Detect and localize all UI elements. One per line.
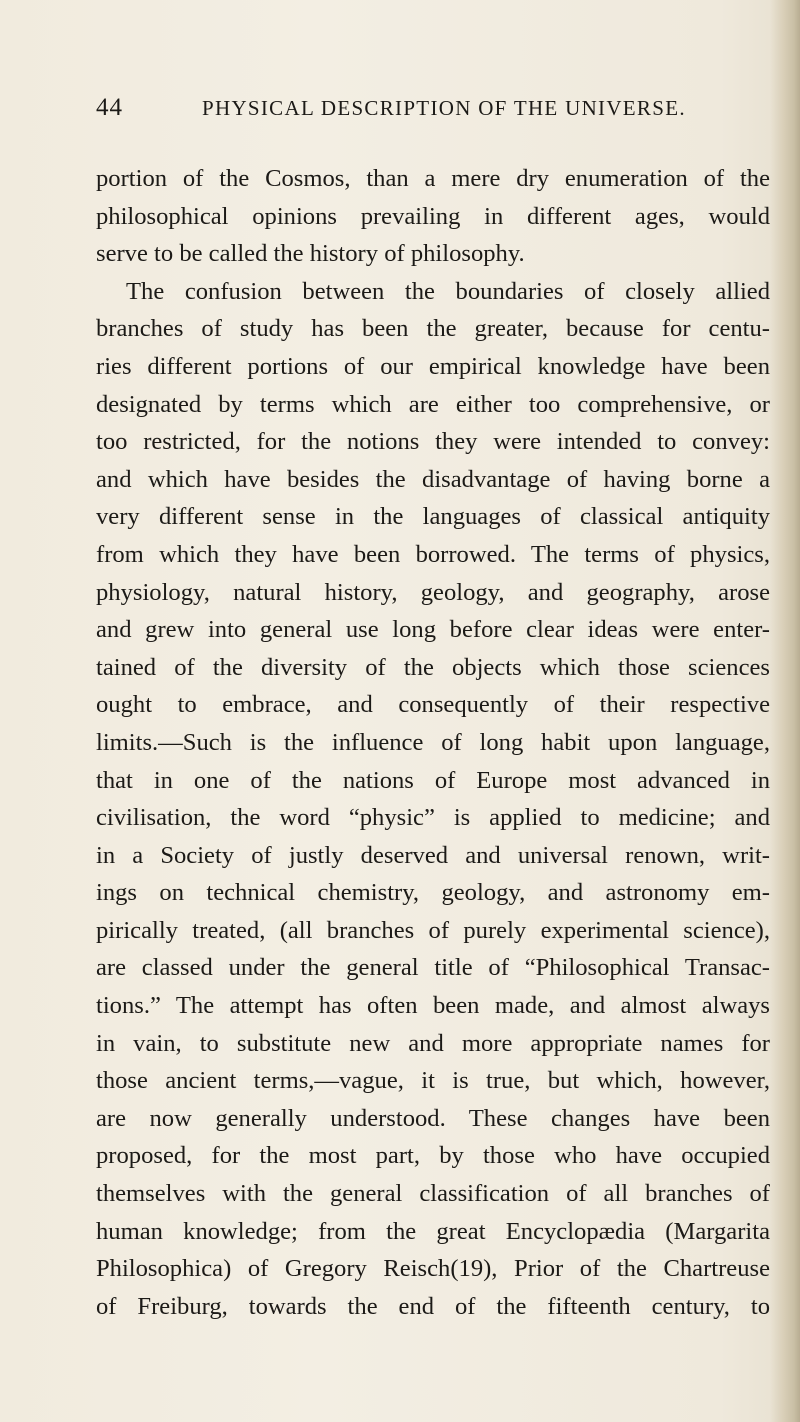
text-line: Philosophica) of Gregory Reisch(19), Prior of the Chartreuse xyxy=(96,1255,770,1283)
text-line: themselves with the general classification of all branches of xyxy=(96,1180,770,1208)
text-line: those ancient terms,—vague, it is true, but which, however, xyxy=(96,1067,770,1095)
text-line: and grew into general use long before clear ideas were enter- xyxy=(96,616,770,644)
text-line: proposed, for the most part, by those who have occupied xyxy=(96,1142,770,1170)
page-number: 44 xyxy=(96,94,123,121)
text-line: The confusion between the boundaries of closely allied xyxy=(126,277,770,305)
running-head: PHYSICAL DESCRIPTION OF THE UNIVERSE. xyxy=(202,96,686,120)
text-line: are now generally understood. These changes have been xyxy=(96,1104,770,1132)
text-line: are classed under the general title of “Philosophical Transac- xyxy=(96,954,770,982)
text-line: in a Society of justly deserved and universal renown, writ- xyxy=(96,841,770,869)
text-line: serve to be called the history of philosophy. xyxy=(96,240,525,268)
text-line: human knowledge; from the great Encyclopædia (Margarita xyxy=(96,1217,770,1245)
text-line: of Freiburg, towards the end of the fifteenth century, to xyxy=(96,1292,770,1320)
text-line: and which have besides the disadvantage of having borne a xyxy=(96,465,770,493)
text-line: physiology, natural history, geology, and geography, arose xyxy=(96,578,770,606)
text-line: branches of study has been the greater, because for centu- xyxy=(96,315,770,343)
text-line: in vain, to substitute new and more appropriate names for xyxy=(96,1029,770,1057)
text-line: too restricted, for the notions they were intended to convey: xyxy=(96,428,770,456)
text-line: that in one of the nations of Europe most advanced in xyxy=(96,766,770,794)
page-edge-shadow xyxy=(770,0,800,1422)
text-line: tions.” The attempt has often been made, and almost always xyxy=(96,992,770,1020)
text-line: ought to embrace, and consequently of their respective xyxy=(96,691,770,719)
text-line: limits.—Such is the influence of long habit upon language, xyxy=(96,728,770,756)
text-line: portion of the Cosmos, than a mere dry enumeration of the xyxy=(96,165,770,192)
text-line: ings on technical chemistry, geology, and astronomy em- xyxy=(96,879,770,907)
text-line: civilisation, the word “physic” is applied to medicine; and xyxy=(96,804,770,832)
text-line: tained of the diversity of the objects which those sciences xyxy=(96,653,770,681)
text-line: from which they have been borrowed. The terms of physics, xyxy=(96,540,770,568)
text-line: philosophical opinions prevailing in different ages, would xyxy=(96,202,770,230)
body-text xyxy=(96,160,770,1325)
page-header xyxy=(96,88,776,128)
text-line: very different sense in the languages of classical antiquity xyxy=(96,503,770,531)
text-line: designated by terms which are either too comprehensive, or xyxy=(96,390,770,418)
text-line: ries different portions of our empirical knowledge have been xyxy=(96,352,770,380)
text-line: pirically treated, (all branches of purely experimental science), xyxy=(96,916,770,944)
